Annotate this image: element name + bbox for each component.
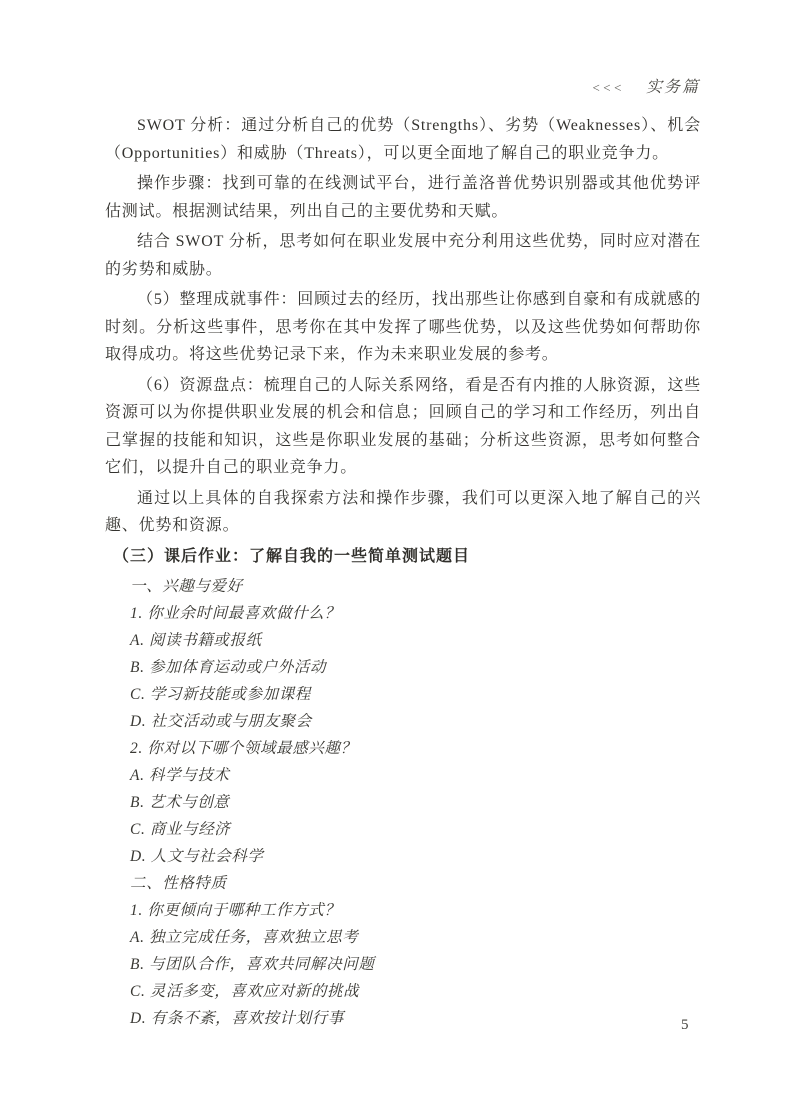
body-paragraph: 结合 SWOT 分析，思考如何在职业发展中充分利用这些优势，同时应对潜在的劣势和威胁。 [105,233,701,278]
homework-option: C. 灵活多变，喜欢应对新的挑战 [130,982,360,1000]
body-paragraph: SWOT 分析：通过分析自己的优势（Strengths）、劣势（Weaknesses）、机会（Opportunities）和威胁（Threats），可以更全面地了解自己的职业竞争力。 [105,117,701,162]
homework-option: B. 参加体育运动或户外活动 [130,658,327,676]
homework-option: D. 有条不紊，喜欢按计划行事 [130,1009,344,1027]
body-paragraph: 操作步骤：找到可靠的在线测试平台，进行盖洛普优势识别器或其他优势评估测试。根据测试结果，列出自己的主要优势和天赋。 [105,175,701,220]
homework-option: C. 商业与经济 [130,820,231,838]
body-paragraph: （6）资源盘点：梳理自己的人际关系网络，看是否有内推的人脉资源，这些资源可以为你提供职业发展的机会和信息；回顾自己的学习和工作经历，列出自己掌握的技能和知识，这些是你职业发展的基础；分析这些资源，思考如何整合它们，以提升自己的职业竞争力。 [105,376,701,476]
homework-section-title: 二、性格特质 [130,874,227,892]
header-chevrons-icon: <<< [591,80,624,95]
body-paragraph: （5）整理成就事件：回顾过去的经历，找出那些让你感到自豪和有成就感的时刻。分析这些事件，思考你在其中发挥了哪些优势，以及这些优势如何帮助你取得成功。将这些优势记录下来，作为未来职业发展的参考。 [105,291,701,363]
homework-option: D. 人文与社会科学 [130,847,264,865]
homework-option: A. 科学与技术 [130,766,230,784]
homework-option: B. 艺术与创意 [130,793,230,811]
homework-question: 2. 你对以下哪个领域最感兴趣？ [130,739,357,757]
running-header [592,74,700,97]
homework-question: 1. 你业余时间最喜欢做什么？ [130,604,341,622]
body-paragraph: 通过以上具体的自我探索方法和操作步骤，我们可以更深入地了解自己的兴趣、优势和资源。 [105,489,701,534]
homework-option: C. 学习新技能或参加课程 [130,685,311,703]
homework-section-title: 一、兴趣与爱好 [130,577,243,595]
homework-option: D. 社交活动或与朋友聚会 [130,712,312,730]
homework-option: A. 阅读书籍或报纸 [130,631,262,649]
homework-option: A. 独立完成任务，喜欢独立思考 [130,928,359,946]
page-number: 5 [681,1017,689,1033]
header-section-title: 实务篇 [645,79,700,96]
page-content [105,112,701,1032]
homework-heading: （三）课后作业：了解自我的一些简单测试题目 [113,547,471,565]
homework-option: B. 与团队合作，喜欢共同解决问题 [130,955,375,973]
homework-question: 1. 你更倾向于哪种工作方式？ [130,901,341,919]
